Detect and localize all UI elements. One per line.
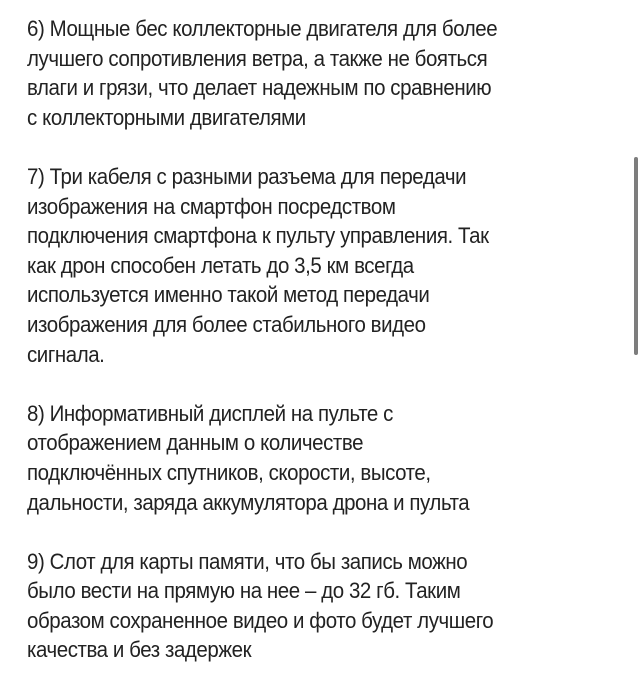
vertical-scrollbar[interactable] [634, 157, 638, 355]
text-line: было вести на прямую на нее – до 32 гб. Таким [27, 578, 461, 604]
paragraph-7 [27, 162, 585, 369]
text-line: отображением данным о количестве [27, 430, 364, 456]
text-line: качества и без задержек [27, 637, 252, 663]
document-body [27, 14, 627, 695]
paragraph-8 [27, 399, 585, 517]
text-line: подключения смартфона к пульту управления. Так [27, 223, 489, 249]
text-line: 6) Мощные бес коллекторные двигателя для более [27, 16, 498, 41]
text-line: 9) Слот для карты памяти, что бы запись можно [27, 548, 468, 574]
paragraph-6 [27, 14, 585, 132]
text-line: сигнала. [27, 341, 105, 367]
text-line: изображения для более стабильного видео [27, 311, 426, 337]
text-line: подключённых спутников, скорости, высоте, [27, 459, 431, 485]
text-line: дальности, заряда аккумулятора дрона и пульта [27, 489, 470, 515]
text-line: лучшего сопротивления ветра, а также не бояться [27, 45, 488, 71]
paragraph-9 [27, 547, 585, 665]
text-line: используется именно такой метод передачи [27, 282, 430, 308]
text-line: 7) Три кабеля с разными разъема для передачи [27, 163, 467, 189]
text-line: с коллекторными двигателями [27, 104, 306, 130]
text-line: как дрон способен летать до 3,5 км всегда [27, 252, 414, 278]
text-line: 8) Информативный дисплей на пульте с [27, 400, 393, 426]
text-line: влаги и грязи, что делает надежным по сравнению [27, 75, 492, 101]
text-line: образом сохраненное видео и фото будет лучшего [27, 607, 494, 633]
text-line: изображения на смартфон посредством [27, 193, 396, 219]
